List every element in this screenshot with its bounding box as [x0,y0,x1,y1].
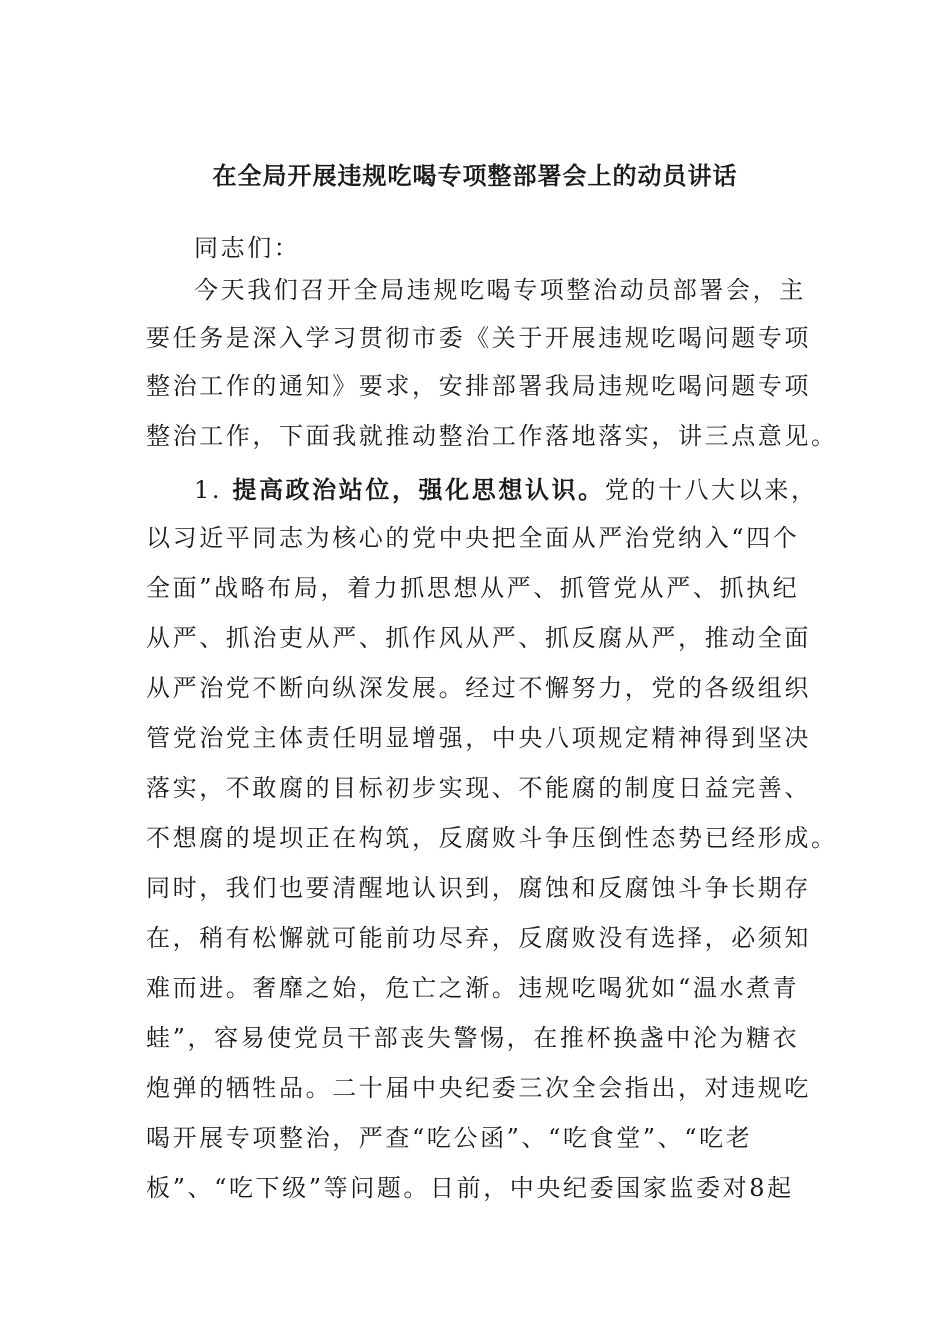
section-1-line: 在，稍有松懈就可能前功尽弃，反腐败没有选择，必须知 [146,924,811,952]
section-1-heading: 提高政治站位，强化思想认识。 [232,475,605,504]
section-1-line: 不想腐的堤坝正在构筑，反腐败斗争压倒性态势已经形成。 [146,824,838,852]
section-1-number: 1. [194,476,223,504]
section-1-line: 同时，我们也要清醒地认识到，腐蚀和反腐蚀斗争长期存 [146,874,811,902]
section-1-line: 蛙”，容易使党员干部丧失警惕，在推杯换盏中沦为糖衣 [146,1024,800,1052]
section-1-first-line-text: 党的十八大以来， [604,476,818,504]
section-1-line: 板”、“吃下级”等问题。日前，中央纪委国家监委对8起 [146,1174,794,1202]
greeting: 同志们： [194,234,301,262]
section-1-line: 从严治党不断向纵深发展。经过不懈努力，党的各级组织 [146,674,811,702]
section-1-first-line [194,472,818,508]
section-1-line: 落实，不敢腐的目标初步实现、不能腐的制度日益完善、 [146,774,811,802]
paragraph-1-line-2: 要任务是深入学习贯彻市委《关于开展违规吃喝问题专项 [146,324,811,352]
section-1-line: 难而进。奢靡之始，危亡之渐。违规吃喝犹如“温水煮青 [146,974,800,1002]
section-1-line: 以习近平同志为核心的党中央把全面从严治党纳入“四个 [146,524,800,552]
section-1-line: 管党治党主体责任明显增强，中央八项规定精神得到坚决 [146,724,811,752]
section-1-line: 喝开展专项整治，严查“吃公函”、“吃食堂”、“吃老 [146,1124,753,1152]
paragraph-1-line-4: 整治工作，下面我就推动整治工作落地落实，讲三点意见。 [146,422,838,450]
section-1-line: 炮弹的牺牲品。二十届中央纪委三次全会指出，对违规吃 [146,1074,811,1102]
paragraph-1-line-1: 今天我们召开全局违规吃喝专项整治动员部署会，主 [194,276,806,304]
section-1-line: 从严、抓治吏从严、抓作风从严、抓反腐从严，推动全面 [146,624,811,652]
paragraph-1-line-3: 整治工作的通知》要求，安排部署我局违规吃喝问题专项 [146,372,811,400]
section-1-line: 全面”战略布局，着力抓思想从严、抓管党从严、抓执纪 [146,574,800,602]
document-title: 在全局开展违规吃喝专项整部署会上的动员讲话 [212,161,738,190]
